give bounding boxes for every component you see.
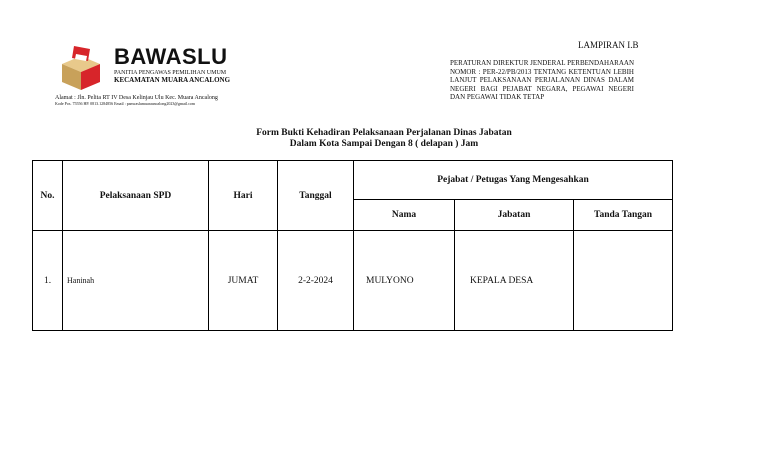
cell-tanggal: 2-2-2024 [278,231,354,331]
cell-hari: JUMAT [209,231,278,331]
contact-line: Kode Pos. 75556 HP. 0813.1284856 Email : panwaslumuaraancalong2023@gmail.com [55,101,195,106]
header-tanda-tangan: Tanda Tangan [574,200,673,231]
cell-tanda-tangan [574,231,673,331]
attendance-table [32,160,673,331]
logo-title: BAWASLU [114,44,228,69]
form-title-line1: Form Bukti Kehadiran Pelaksanaan Perjalanan Dinas Jabatan [256,128,512,138]
logo-subtitle-1: PANITIA PENGAWAS PEMILIHAN UMUM [114,70,227,76]
address-line: Alamat : Jln. Pelita RT IV Desa Kelinjau Ulu Kec. Muara Ancalong [55,95,218,101]
bawaslu-logo-icon [60,46,102,90]
form-title-line2: Dalam Kota Sampai Dengan 8 ( delapan ) Jam [289,139,479,149]
table-row [33,231,673,331]
header-tanggal: Tanggal [278,161,354,231]
form-title [200,128,568,150]
cell-pelaksanaan-spd: Haninah [63,231,209,331]
logo-subtitle-2: KECAMATAN MUARA ANCALONG [114,76,231,84]
regulation-text: PERATURAN DIREKTUR JENDERAL PERBENDAHARAAN NOMOR : PER-22/PB/2013 TENTANG KETENTUAN LEBIH LANJUT PELAKSANAAN PERJALANAN DINAS DALAM NEGERI BAGI PEJABAT NEGARA, PEGAWAI NEGERI DAN PEGAWAI TIDAK TETAP [450,59,634,101]
cell-no: 1. [33,231,63,331]
header-nama: Nama [354,200,455,231]
header-jabatan: Jabatan [455,200,574,231]
header-hari: Hari [209,161,278,231]
cell-jabatan: KEPALA DESA [455,231,574,331]
lampiran-label: LAMPIRAN I.B [578,40,639,50]
header-pelaksanaan-spd: Pelaksanaan SPD [63,161,209,231]
header-pejabat: Pejabat / Petugas Yang Mengesahkan [354,161,673,200]
cell-nama: MULYONO [354,231,455,331]
header-no: No. [33,161,63,231]
